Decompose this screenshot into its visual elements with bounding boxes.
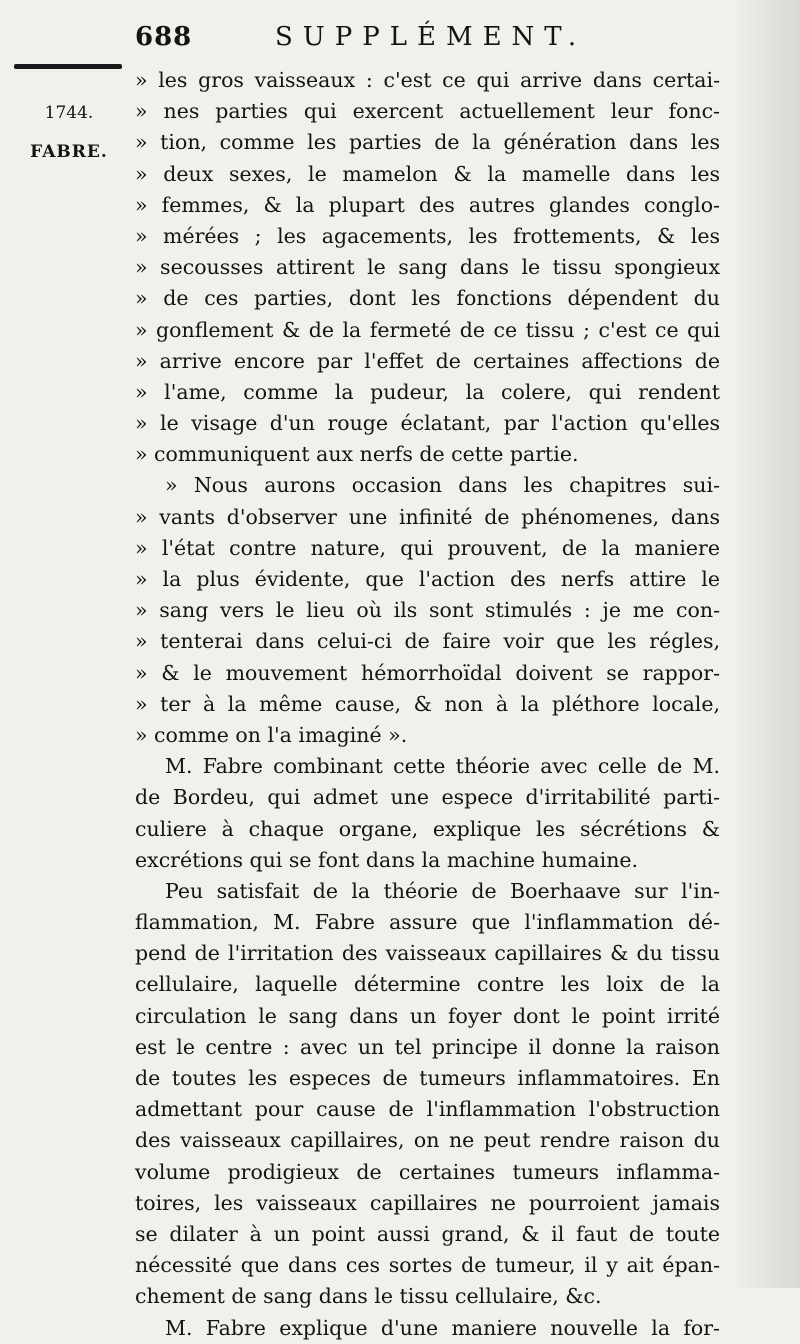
text-line-content: excrétions qui se font dans la machine humaine. — [135, 847, 639, 872]
text-line-content: M. Fabre explique d'une maniere nouvelle la for- — [165, 1315, 720, 1340]
text-line — [135, 689, 720, 720]
text-line-content: » tenterai dans celui-ci de faire voir que les régles, — [135, 629, 720, 654]
text-line-content: pend de l'irritation des vaisseaux capillaires & du tissu — [135, 941, 720, 966]
text-line — [135, 595, 720, 626]
text-line — [135, 814, 720, 845]
text-line-content: de Bordeu, qui admet une espece d'irritabilité parti- — [135, 785, 720, 810]
text-line — [135, 907, 720, 938]
margin-rule — [14, 64, 122, 69]
text-line-content: M. Fabre combinant cette théorie avec celle de M. — [165, 754, 720, 779]
text-line-content: » Nous aurons occasion dans les chapitres sui- — [165, 473, 720, 498]
page-edge-shadow — [730, 0, 800, 1288]
text-line — [135, 65, 720, 96]
margin-author-name: FABRE. — [30, 142, 108, 162]
text-line-content: Peu satisfait de la théorie de Boerhaave sur l'in- — [165, 878, 720, 903]
text-line — [135, 1125, 720, 1156]
text-line-content: » de ces parties, dont les fonctions dépendent du — [135, 286, 720, 311]
text-line — [135, 190, 720, 221]
text-line — [135, 1219, 720, 1250]
text-line — [135, 1281, 720, 1312]
text-line — [135, 439, 720, 470]
text-line — [135, 1157, 720, 1188]
text-line — [135, 346, 720, 377]
running-title: SUPPLÉMENT. — [275, 22, 587, 52]
text-line-content: » le visage d'un rouge éclatant, par l'action qu'elles — [135, 411, 720, 436]
text-line-content: » secousses attirent le sang dans le tissu spongieux — [135, 255, 720, 280]
text-line-content: chement de sang dans le tissu cellulaire, &c. — [135, 1284, 602, 1309]
text-line-content: admettant pour cause de l'inflammation l'obstruction — [135, 1097, 720, 1122]
text-line-content: » les gros vaisseaux : c'est ce qui arrive dans certai- — [135, 68, 720, 92]
text-line-content: » mérées ; les agacements, les frottements, & les — [135, 223, 720, 248]
text-line — [135, 252, 720, 283]
page-number: 688 — [135, 22, 193, 52]
text-line-content: culiere à chaque organe, explique les sécrétions & — [135, 816, 720, 841]
text-line — [135, 938, 720, 969]
text-line — [135, 845, 720, 876]
text-line — [135, 782, 720, 813]
text-line — [135, 1313, 720, 1344]
text-line — [135, 969, 720, 1000]
text-line-content: toires, les vaisseaux capillaires ne pourroient jamais — [135, 1190, 720, 1215]
text-line — [135, 720, 720, 751]
margin-year: 1744. — [44, 103, 94, 123]
text-line — [135, 1094, 720, 1125]
text-line — [135, 1250, 720, 1281]
text-line — [135, 564, 720, 595]
text-line — [135, 283, 720, 314]
text-line — [135, 751, 720, 782]
text-line — [135, 408, 720, 439]
text-line-content: est le centre : avec un tel principe il donne la raison — [135, 1034, 720, 1059]
text-line-content: cellulaire, laquelle détermine contre les loix de la — [135, 972, 720, 997]
text-line — [135, 876, 720, 907]
text-line — [135, 96, 720, 127]
text-line — [135, 533, 720, 564]
text-line — [135, 502, 720, 533]
body-text — [135, 65, 720, 1344]
text-line — [135, 1063, 720, 1094]
text-line-content: circulation le sang dans un foyer dont le point irrité — [135, 1003, 720, 1028]
text-line-content: » arrive encore par l'effet de certaines affections de — [135, 348, 720, 373]
text-line-content: » l'état contre nature, qui prouvent, de la maniere — [135, 535, 720, 560]
text-line — [135, 1032, 720, 1063]
text-line — [135, 377, 720, 408]
text-line-content: flammation, M. Fabre assure que l'inflammation dé- — [135, 910, 720, 935]
text-line — [135, 626, 720, 657]
text-line — [135, 127, 720, 158]
text-line — [135, 658, 720, 689]
text-line-content: » nes parties qui exercent actuellement leur fonc- — [135, 99, 720, 124]
text-line-content: des vaisseaux capillaires, on ne peut rendre raison du — [135, 1128, 720, 1153]
text-line — [135, 1188, 720, 1219]
text-line-content: » vants d'observer une infinité de phénomenes, dans — [135, 504, 720, 529]
text-line-content: » tion, comme les parties de la génération dans les — [135, 130, 720, 155]
text-line — [135, 1001, 720, 1032]
text-line-content: » deux sexes, le mamelon & la mamelle dans les — [135, 161, 720, 186]
text-line-content: » l'ame, comme la pudeur, la colere, qui rendent — [135, 379, 720, 404]
text-line — [135, 470, 720, 501]
text-line-content: » femmes, & la plupart des autres glandes conglo- — [135, 192, 720, 217]
text-line-content: » communiquent aux nerfs de cette partie. — [135, 442, 579, 467]
text-line — [135, 315, 720, 346]
text-line — [135, 221, 720, 252]
text-line-content: » & le mouvement hémorrhoïdal doivent se rappor- — [135, 660, 720, 685]
page-header — [135, 22, 775, 62]
text-line-content: nécessité que dans ces sortes de tumeur, il y ait épan- — [135, 1253, 720, 1278]
text-line-content: » ter à la même cause, & non à la pléthore locale, — [135, 691, 720, 716]
text-line-content: » sang vers le lieu où ils sont stimulés : je me con- — [135, 598, 720, 623]
text-line-content: de toutes les especes de tumeurs inflammatoires. En — [135, 1066, 720, 1090]
text-line-content: » la plus évidente, que l'action des nerfs attire le — [135, 567, 720, 591]
text-line-content: se dilater à un point aussi grand, & il faut de toute — [135, 1221, 720, 1246]
text-line-content: » gonflement & de la fermeté de ce tissu ; c'est ce qui — [135, 317, 720, 342]
text-line — [135, 159, 720, 190]
text-line-content: » comme on l'a imaginé ». — [135, 722, 408, 747]
text-line-content: volume prodigieux de certaines tumeurs inflamma- — [135, 1159, 720, 1184]
